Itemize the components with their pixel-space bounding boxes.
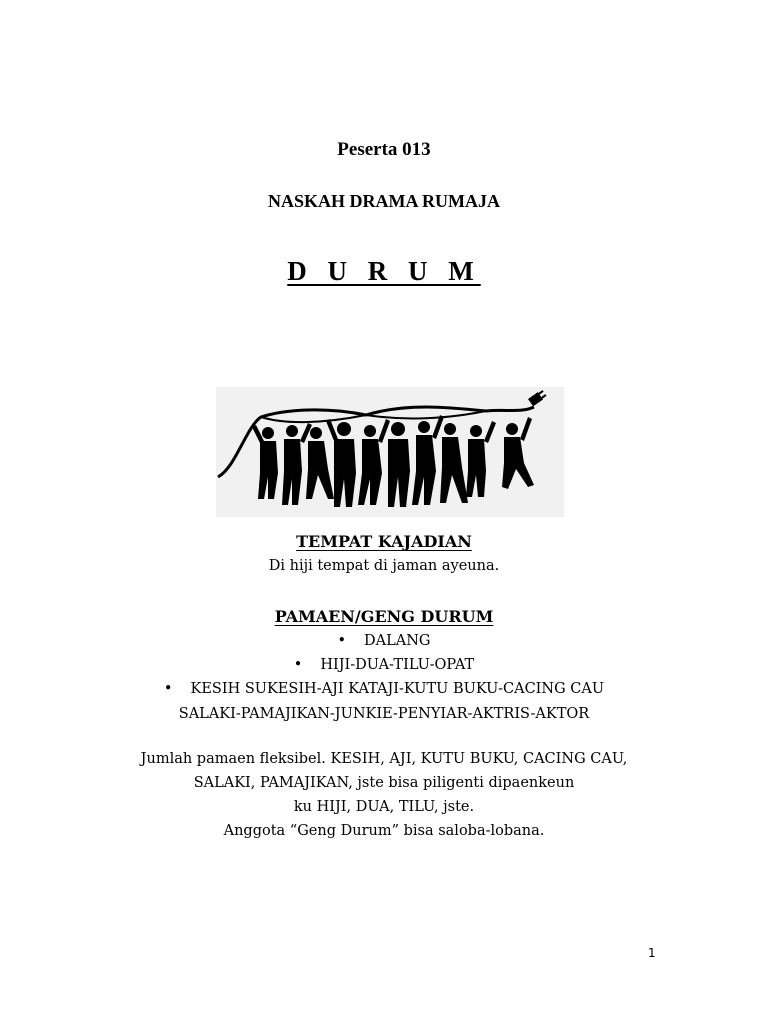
cast-list-item <box>0 657 768 673</box>
document-subtitle: NASKAH DRAMA RUMAJA <box>268 191 500 211</box>
cast-item-continuation: SALAKI-PAMAJIKAN-JUNKIE-PENYIAR-AKTRIS-AKTOR <box>178 706 590 722</box>
page-number: 1 <box>648 946 656 960</box>
cast-item-text: DALANG <box>364 633 431 649</box>
participant-number: Peserta 013 <box>337 139 431 160</box>
notes-line: Jumlah pamaen fleksibel. KESIH, AJI, KUTU BUKU, CACING CAU, <box>140 751 628 767</box>
notes-line: SALAKI, PAMAJIKAN, jste bisa piligenti dipaenkeun <box>193 775 575 791</box>
cast-list-item <box>0 681 768 697</box>
setting-heading: TEMPAT KAJADIAN <box>296 532 472 551</box>
bullet-icon: • <box>337 633 347 649</box>
notes-line: Anggota “Geng Durum” bisa saloba-lobana. <box>223 823 545 839</box>
cast-heading: PAMAEN/GENG DURUM <box>274 607 494 626</box>
dancing-people-silhouette-icon <box>216 387 564 517</box>
cast-item-text: HIJI-DUA-TILU-OPAT <box>320 657 475 673</box>
cast-list-item <box>0 633 768 649</box>
bullet-icon: • <box>163 681 173 697</box>
document-title: D U R U M <box>287 256 481 286</box>
bullet-icon: • <box>293 657 303 673</box>
dancing-people-illustration <box>216 387 564 517</box>
setting-text: Di hiji tempat di jaman ayeuna. <box>268 558 500 574</box>
notes-line: ku HIJI, DUA, TILU, jste. <box>293 799 475 815</box>
cast-item-text: KESIH SUKESIH-AJI KATAJI-KUTU BUKU-CACING CAU <box>190 681 605 697</box>
